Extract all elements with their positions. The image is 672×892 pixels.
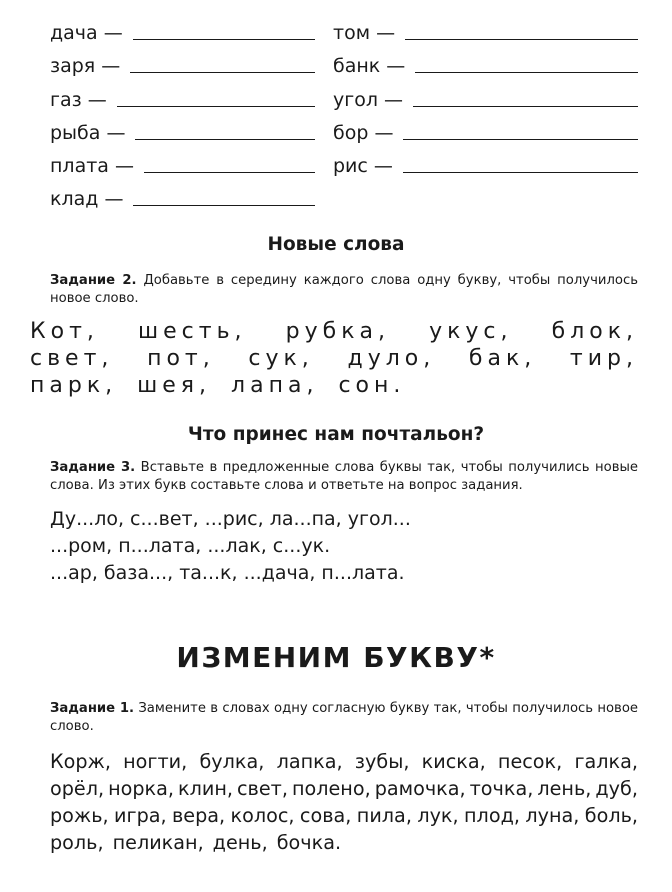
word-prompt: бор — xyxy=(333,121,394,144)
answer-line[interactable] xyxy=(130,72,315,73)
task-text: Замените в словах одну согласную букву так, чтобы получилось новое слово. xyxy=(50,701,639,734)
word-prompt: угол — xyxy=(333,88,404,111)
list-word: песок, xyxy=(497,750,563,773)
list-word: точка, xyxy=(469,777,534,800)
list-word: киска, xyxy=(421,750,486,773)
word-prompt: дача — xyxy=(50,22,123,44)
task-text: Добавьте в середину каждого слова одну букву, чтобы получилось новое слово. xyxy=(50,273,638,306)
word-row xyxy=(50,151,315,177)
list-word: Корж, xyxy=(50,750,111,773)
list-word: парк, xyxy=(30,373,118,398)
list-word: вера, xyxy=(172,804,226,827)
task-2-instructions xyxy=(50,272,638,308)
list-line xyxy=(50,829,638,856)
task-1-instructions xyxy=(50,700,638,736)
task-1-word-list xyxy=(50,748,638,856)
answer-line[interactable] xyxy=(135,139,315,140)
word-row xyxy=(50,18,315,44)
list-word: булка, xyxy=(199,750,265,773)
list-word: полено, xyxy=(291,777,371,800)
list-line xyxy=(30,345,638,372)
list-word: зубы, xyxy=(354,750,410,773)
word-prompt: заря — xyxy=(50,55,121,78)
list-line xyxy=(50,802,638,829)
word-row xyxy=(333,118,638,144)
answer-line[interactable] xyxy=(403,139,638,140)
list-line xyxy=(50,748,638,775)
section-title-postman: Что принес нам почтальон? xyxy=(187,424,485,445)
list-word: бочка. xyxy=(276,831,342,854)
list-line xyxy=(30,318,638,345)
list-word: шея, xyxy=(137,373,212,398)
list-word: норка, xyxy=(108,777,175,800)
word-prompt: банк — xyxy=(333,55,406,78)
word-row xyxy=(50,118,315,144)
word-answer-grid xyxy=(50,18,640,218)
answer-line[interactable] xyxy=(117,106,315,107)
answer-line[interactable] xyxy=(415,72,638,73)
list-word: день, xyxy=(212,831,268,854)
list-line xyxy=(30,372,638,399)
word-row xyxy=(50,85,315,111)
list-word: рожь, xyxy=(50,804,109,827)
list-word: пеликан, xyxy=(112,831,204,854)
task-text: Вставьте в предложенные слова буквы так, чтобы получились новые слова. Из этих букв составьте слова и ответьте на вопрос задания. xyxy=(50,460,638,493)
list-word: ногти, xyxy=(123,750,188,773)
list-word: лень, xyxy=(537,777,592,800)
list-word: колос, xyxy=(230,804,295,827)
list-word: укус, xyxy=(429,319,513,344)
list-line: ...ар, база..., та...к, ...дача, п...лата. xyxy=(50,562,405,584)
list-word: рамочка, xyxy=(374,777,466,800)
list-word: плод, xyxy=(464,804,520,827)
list-line xyxy=(50,775,638,802)
list-word: блок, xyxy=(551,319,638,344)
list-word: клин, xyxy=(178,777,233,800)
list-word: боль, xyxy=(584,804,638,827)
list-word: сова, xyxy=(299,804,352,827)
word-prompt: клад — xyxy=(50,188,124,211)
task-label: Задание 1. xyxy=(50,701,135,716)
list-word: свет, xyxy=(236,777,288,800)
answer-line[interactable] xyxy=(133,39,315,40)
list-word: сон. xyxy=(338,373,406,398)
list-word: игра, xyxy=(114,804,167,827)
list-word: дуло, xyxy=(347,346,436,371)
word-prompt: том — xyxy=(333,22,396,44)
list-word: Кот, xyxy=(30,319,99,344)
task-2-word-list xyxy=(30,318,638,399)
list-line: Ду...ло, с...вет, ...рис, ла...па, угол... xyxy=(50,508,411,530)
list-word: орёл, xyxy=(50,777,105,800)
word-row xyxy=(333,151,638,177)
answer-line[interactable] xyxy=(403,172,638,173)
list-word: тир, xyxy=(569,346,638,371)
list-word: луна, xyxy=(525,804,580,827)
list-word: рубка, xyxy=(285,319,390,344)
word-prompt: плата — xyxy=(50,155,134,178)
list-word: лапка, xyxy=(276,750,343,773)
section-title-change-letter: ИЗМЕНИМ БУКВУ* xyxy=(176,641,496,674)
answer-line[interactable] xyxy=(405,39,638,40)
list-word: бак, xyxy=(468,346,537,371)
task-label: Задание 3. xyxy=(50,460,136,475)
task-3-instructions xyxy=(50,459,638,495)
word-row xyxy=(50,51,315,77)
word-row xyxy=(50,184,315,210)
answer-line[interactable] xyxy=(144,172,315,173)
list-word: роль, xyxy=(50,831,104,854)
task-label: Задание 2. xyxy=(50,273,137,288)
list-word: пила, xyxy=(356,804,412,827)
task-3-word-list xyxy=(50,506,640,587)
list-word: лук, xyxy=(417,804,459,827)
word-prompt: рыба — xyxy=(50,121,126,144)
answer-line[interactable] xyxy=(413,106,638,107)
word-prompt: рис — xyxy=(333,155,393,178)
list-word: дуб, xyxy=(595,777,638,800)
word-row xyxy=(333,85,638,111)
answer-line[interactable] xyxy=(133,205,315,206)
list-word: лапа, xyxy=(231,373,319,398)
word-row xyxy=(333,18,638,44)
section-title-new-words: Новые слова xyxy=(267,234,405,255)
list-line: ...ром, п...лата, ...лак, с...ук. xyxy=(50,535,331,557)
list-word: шесть, xyxy=(138,319,247,344)
list-word: галка, xyxy=(574,750,638,773)
list-word: свет, xyxy=(30,346,114,371)
word-prompt: газ — xyxy=(50,88,107,111)
list-word: сук, xyxy=(248,346,314,371)
list-word: пот, xyxy=(147,346,215,371)
word-row xyxy=(333,51,638,77)
